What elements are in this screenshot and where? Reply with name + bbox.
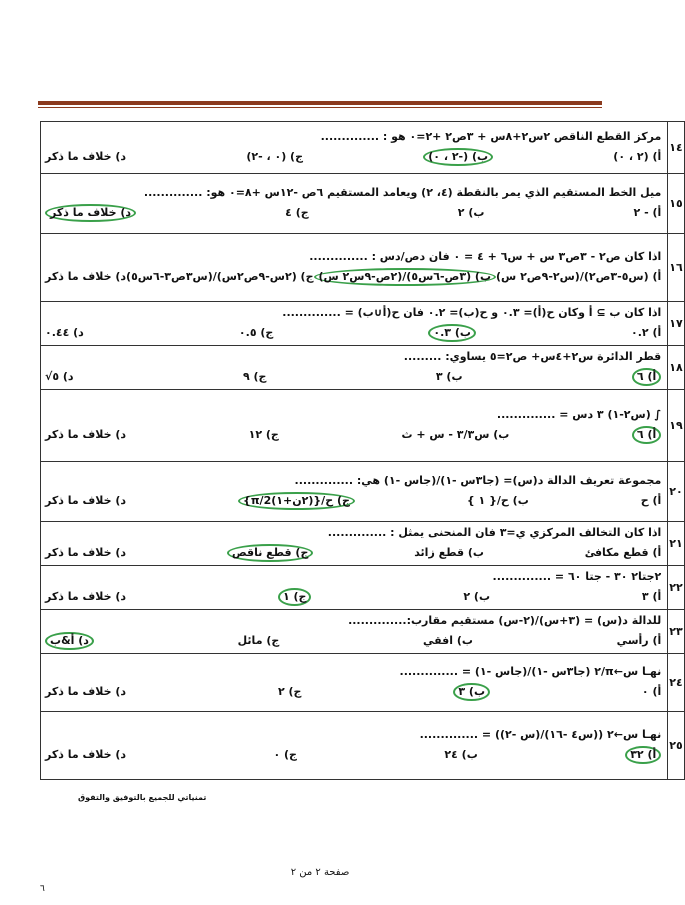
- answer-option: [631, 325, 661, 341]
- page-number: صفحة ٢ من ٢: [290, 867, 350, 878]
- selected-answer-circle: ب) ٣: [453, 683, 490, 701]
- answer-option: [45, 632, 94, 650]
- option-text: د) ٥√: [45, 370, 74, 383]
- question-row: [41, 654, 685, 712]
- answer-option: [45, 493, 126, 509]
- question-row: [41, 712, 685, 780]
- answer-option: [613, 149, 661, 165]
- answer-option: [632, 426, 661, 444]
- option-text: ج) ٠: [273, 748, 297, 761]
- question-number: ١٦: [668, 234, 684, 302]
- answer-option: [45, 149, 126, 165]
- option-text: ب) س٣/٣ - س + ث: [401, 428, 510, 441]
- option-text: د) خلاف ما ذكر: [45, 748, 127, 761]
- question-row: [41, 174, 685, 234]
- question-number: ٢٤: [668, 654, 684, 712]
- answer-option: [401, 427, 509, 443]
- question-row: [41, 390, 685, 462]
- option-text: د) خلاف ما ذكر: [45, 494, 127, 507]
- answer-option: [45, 747, 126, 763]
- options-row: [45, 588, 661, 606]
- option-text: أ) - ٢: [633, 206, 662, 219]
- question-content: [41, 302, 668, 346]
- question-number: ١٨: [668, 346, 684, 390]
- option-text: ج) ١٢: [248, 428, 279, 441]
- answer-option: [278, 684, 302, 700]
- answer-option: [463, 589, 490, 605]
- answer-option: [45, 369, 74, 385]
- question-content: [41, 654, 668, 712]
- option-text: أ) ح: [640, 494, 662, 507]
- answer-option: [238, 633, 280, 649]
- question-content: [41, 566, 668, 610]
- option-text: أ) ٠.٢: [631, 326, 662, 339]
- answer-option: [314, 268, 497, 286]
- selected-answer-circle: أ) ٦: [632, 368, 661, 386]
- selected-answer-circle: أ) ٦: [632, 426, 661, 444]
- answer-option: [634, 205, 662, 221]
- answer-option: [249, 427, 279, 443]
- options-row: [45, 368, 661, 386]
- option-text: ج) (٢س-٩ص٢س)/(س٣ص٣-٦س٥): [126, 270, 314, 283]
- option-text: ب) ح/{ ١ }: [466, 494, 529, 507]
- options-row: [45, 148, 661, 166]
- answer-option: [227, 544, 314, 562]
- answer-option: [642, 589, 661, 605]
- options-row: [45, 204, 661, 222]
- selected-answer-circle: ب) (-٢ ، ٠): [423, 148, 493, 166]
- question-number: ١٩: [668, 390, 684, 462]
- answer-option: [278, 588, 312, 606]
- option-text: د) خلاف ما ذكر: [45, 685, 127, 698]
- options-row: [45, 426, 661, 444]
- question-content: [41, 174, 668, 234]
- selected-answer-circle: ج) قطع ناقص: [227, 544, 314, 562]
- option-text: أ) ٠: [641, 685, 662, 698]
- answer-option: [45, 325, 84, 341]
- option-text: ب) ٢: [463, 590, 491, 603]
- option-text: أ) (س٥-٣ص٢)/(س٢-٩ص٢ س): [496, 270, 662, 283]
- question-row: [41, 610, 685, 654]
- question-stem: اذا كان ص٢ - ٣ص٣ س + س٦ + ٤ = ٠ فان دص/دس : ..............: [309, 250, 662, 263]
- option-text: أ) ٣: [641, 590, 662, 603]
- question-stem: ميل الخط المستقيم الذي يمر بالنقطة (٤، ٢) ويعامد المستقيم ٦ص -١٢س +٨=٠ هو: ..............: [143, 186, 662, 199]
- option-text: ج) مائل: [237, 634, 280, 647]
- answer-option: [458, 205, 485, 221]
- answer-option: [45, 589, 126, 605]
- answer-option: [467, 493, 529, 509]
- answer-option: [285, 205, 309, 221]
- question-row: [41, 346, 685, 390]
- selected-answer-circle: د) خلاف ما ذكر: [45, 204, 136, 222]
- answer-option: [239, 325, 273, 341]
- question-row: [41, 522, 685, 566]
- selected-answer-circle: أ) ٣٢: [625, 746, 661, 764]
- answer-option: [45, 427, 126, 443]
- selected-answer-circle: ب) (٣ص-٦س٥)/(٢ص-٩س٢ س): [314, 268, 497, 286]
- question-stem: مركز القطع الناقص ٢س٢+٨س + ٣ص٢ +٢=٠ هو : ..............: [320, 130, 662, 143]
- option-text: ج) ٢: [277, 685, 302, 698]
- corner-number: ٦: [40, 884, 45, 894]
- answer-option: [423, 148, 493, 166]
- answer-option: [496, 269, 661, 285]
- questions-table: [40, 121, 685, 780]
- options-row: [45, 544, 661, 562]
- answer-option: [641, 493, 662, 509]
- option-text: ج) (٠ ، -٢): [246, 150, 303, 163]
- selected-answer-circle: ج) ح/{(٢ن+١)π/2}: [238, 492, 355, 510]
- answer-option: [45, 684, 126, 700]
- option-text: د) خلاف ما ذكر: [45, 590, 127, 603]
- selected-answer-circle: ب) ٠.٣: [428, 324, 476, 342]
- question-row: [41, 234, 685, 302]
- question-stem: اذا كان التخالف المركزي ي=٣ فان المنحنى يمثل : ..............: [327, 526, 662, 539]
- question-number: ٢٢: [668, 566, 684, 610]
- header-rule-thin: [38, 107, 602, 108]
- question-content: [41, 610, 668, 654]
- question-stem: مجموعة تعريف الدالة د(س)= (جا٣س -١)/(جاس -١) هي: ..............: [294, 474, 662, 487]
- option-text: ب) قطع زائد: [414, 546, 484, 559]
- option-text: أ) قطع مكافئ: [584, 546, 662, 559]
- question-row: [41, 122, 685, 174]
- question-content: [41, 122, 668, 174]
- answer-option: [444, 747, 477, 763]
- options-row: [45, 683, 661, 701]
- answer-option: [436, 369, 463, 385]
- option-text: د) خلاف ما ذكر: [45, 150, 127, 163]
- question-number: ٢٠: [668, 462, 684, 522]
- answer-option: [642, 684, 661, 700]
- options-row: [45, 268, 661, 286]
- answer-option: [414, 545, 484, 561]
- question-number: ١٤: [668, 122, 684, 174]
- question-number: ١٥: [668, 174, 684, 234]
- option-text: ب) ٢٤: [444, 748, 478, 761]
- option-text: د) خلاف ما ذكر: [45, 270, 127, 283]
- question-number: ٢٣: [668, 610, 684, 654]
- answer-option: [45, 204, 136, 222]
- question-stem: قطر الدائرة س٢+٤س+ ص٢=٥ يساوي: .........: [403, 350, 662, 363]
- question-row: [41, 566, 685, 610]
- answer-option: [243, 369, 267, 385]
- question-stem: نهـا س←٢ ((س٤ -١٦)/(س -٢)) = ..............: [419, 728, 662, 741]
- header-rule-thick: [38, 101, 602, 105]
- answer-option: [423, 633, 473, 649]
- question-row: [41, 302, 685, 346]
- answer-option: [45, 545, 126, 561]
- option-text: د) خلاف ما ذكر: [45, 428, 127, 441]
- answer-option: [238, 492, 355, 510]
- option-text: ج) ٠.٥: [238, 326, 274, 339]
- question-content: [41, 462, 668, 522]
- answer-option: [273, 747, 297, 763]
- question-content: [41, 390, 668, 462]
- question-content: [41, 234, 668, 302]
- question-stem: ∫ (س٢-١) ٣ دس = ..............: [496, 408, 662, 421]
- answer-option: [45, 269, 126, 285]
- question-stem: اذا كان ب ⊇ أ وكان ح(أ)= ٠.٣ و ح(ب)= ٠.٢ فان ح(أ∪ب) = ..............: [282, 306, 662, 319]
- question-stem: للدالة د(س) = (٣+س)/(٢-س) مستقيم مقارب:..............: [348, 614, 662, 627]
- answer-option: [632, 368, 661, 386]
- selected-answer-circle: د) أ&ب: [45, 632, 94, 650]
- options-row: [45, 746, 661, 764]
- answer-option: [126, 269, 313, 285]
- option-text: ج) ٩: [242, 370, 267, 383]
- option-text: د) ٠.٤٤: [45, 326, 84, 339]
- question-number: ١٧: [668, 302, 684, 346]
- answer-option: [617, 633, 662, 649]
- options-row: [45, 324, 661, 342]
- option-text: د) خلاف ما ذكر: [45, 546, 127, 559]
- question-stem: ٢جتا٢ ٣٠ - جتا ٦٠ = ..............: [492, 570, 662, 583]
- answer-option: [585, 545, 662, 561]
- option-text: أ) رأسي: [616, 634, 662, 647]
- footer-thanks: تمنياتي للجميع بالتوفيق والتفوق: [78, 793, 207, 802]
- answer-option: [246, 149, 303, 165]
- answer-option: [625, 746, 661, 764]
- question-stem: نهـا س←π/٢ (جا٣س -١)/(جاس -١) = ..............: [399, 665, 662, 678]
- question-content: [41, 522, 668, 566]
- option-text: ب) ٣: [435, 370, 463, 383]
- option-text: ب) افقي: [422, 634, 473, 647]
- question-row: [41, 462, 685, 522]
- options-row: [45, 632, 661, 650]
- option-text: ب) ٢: [457, 206, 485, 219]
- option-text: ج) ٤: [285, 206, 309, 219]
- question-content: [41, 346, 668, 390]
- question-number: ٢٥: [668, 712, 684, 780]
- answer-option: [428, 324, 476, 342]
- selected-answer-circle: ج) ١: [278, 588, 312, 606]
- options-row: [45, 492, 661, 510]
- question-number: ٢١: [668, 522, 684, 566]
- option-text: أ) (٢ ، ٠): [613, 150, 662, 163]
- answer-option: [453, 683, 490, 701]
- question-content: [41, 712, 668, 780]
